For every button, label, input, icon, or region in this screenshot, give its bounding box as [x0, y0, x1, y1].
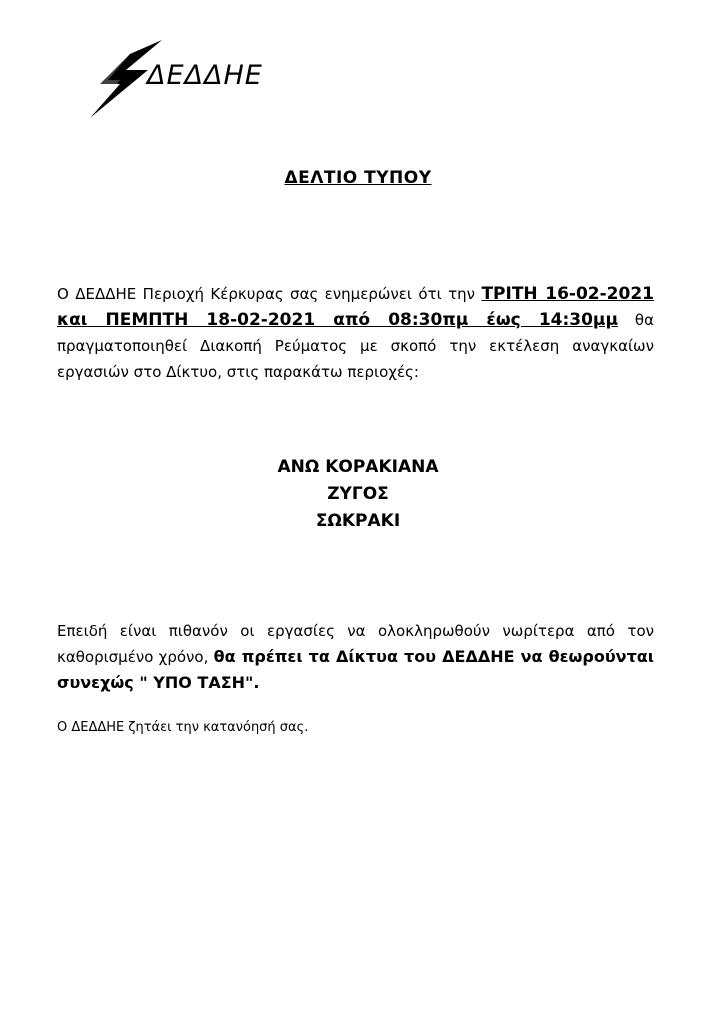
outage-dates: ΤΡΙΤΗ 16-02-2021 και ΠΕΜΠΤΗ 18-02-2021 από 08:30πμ έως 14:30μμ — [57, 284, 654, 330]
area-item: ΖΥΓΟΣ — [327, 484, 389, 504]
closing-note: Ο ΔΕΔΔΗΕ ζητάει την κατανόησή σας. — [57, 720, 309, 735]
logo-text: ΔΕΔΔΗΕ — [147, 60, 263, 91]
affected-areas-list — [0, 454, 716, 535]
announcement-intro: Ο ΔΕΔΔΗΕ Περιοχή Κέρκυρας σας ενημερώνει ότι την — [57, 285, 482, 303]
announcement-paragraph — [57, 281, 654, 385]
announcement-rest: θα πραγματοποιηθεί Διακοπή Ρεύματος με σκοπό την εκτέλεση αναγκαίων εργασιών στο Δίκτυο, στις παρακάτω περιοχές: — [57, 311, 655, 381]
area-item: ΣΩΚΡΑΚΙ — [315, 511, 401, 531]
warning-intro: Επειδή είναι πιθανόν οι εργασίες να ολοκληρωθούν νωρίτερα από τον καθορισμένο χρόνο, — [57, 622, 654, 666]
warning-paragraph — [57, 618, 654, 696]
warning-bold: θα πρέπει τα Δίκτυα του ΔΕΔΔΗΕ να θεωρούνται συνεχώς " ΥΠΟ ΤΑΣΗ". — [57, 647, 655, 692]
area-item: ΑΝΩ ΚΟΡΑΚΙΑΝΑ — [277, 457, 439, 477]
page-title: ΔΕΛΤΙΟ ΤΥΠΟΥ — [284, 168, 432, 188]
company-logo — [90, 40, 290, 120]
